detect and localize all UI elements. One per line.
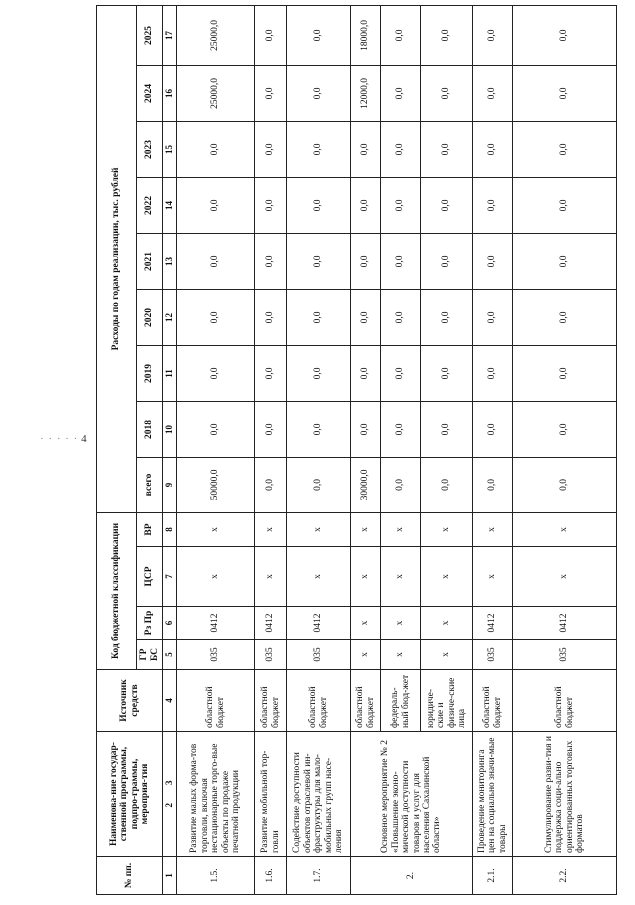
row-value-2019: 0,0 bbox=[421, 345, 473, 401]
row-total: 30000,0 bbox=[351, 457, 381, 512]
col-num: 12 bbox=[163, 289, 177, 345]
row-value-2018: 0,0 bbox=[421, 401, 473, 457]
row-value-2025: 0,0 bbox=[473, 5, 513, 65]
row-value-2024: 0,0 bbox=[255, 65, 287, 121]
row-grbs: 035 bbox=[255, 640, 287, 670]
row-value-2018: 0,0 bbox=[177, 401, 255, 457]
row-value-2022: 0,0 bbox=[351, 177, 381, 233]
header-rzpr: Рз Пр bbox=[137, 607, 163, 640]
col-num: 5 bbox=[163, 640, 177, 670]
header-expenses: Расходы по годам реализации, тыс. рублей bbox=[97, 5, 137, 512]
header-year-2021: 2021 bbox=[137, 233, 163, 289]
col-num: 13 bbox=[163, 233, 177, 289]
expenses-table bbox=[96, 5, 617, 895]
row-total: 0,0 bbox=[513, 457, 617, 512]
row-csr: х bbox=[255, 547, 287, 607]
row-name: Проведение мониторинга цен на социально значи-мые товары bbox=[473, 732, 513, 857]
row-grbs: 035 bbox=[287, 640, 351, 670]
row-source: областной бюджет bbox=[177, 670, 255, 732]
row-value-2018: 0,0 bbox=[381, 401, 421, 457]
row-vr: х bbox=[255, 512, 287, 546]
header-year-2022: 2022 bbox=[137, 177, 163, 233]
row-rzpr: х bbox=[421, 607, 473, 640]
row-rzpr: 0412 bbox=[177, 607, 255, 640]
row-csr: х bbox=[473, 547, 513, 607]
row-csr: х bbox=[513, 547, 617, 607]
row-name: Стимулирование разви-тия и поддержка соци-ально ориентированных торговых форматов bbox=[513, 732, 617, 857]
row-value-2020: 0,0 bbox=[381, 289, 421, 345]
col-num: 8 bbox=[163, 512, 177, 546]
row-csr: х bbox=[351, 547, 381, 607]
page-number-value: 4 bbox=[81, 433, 87, 445]
row-name: Основное мероприятие № 2 «Повышение эконо-мической доступности товаров и услуг для населения Сахалинской области» bbox=[351, 732, 473, 857]
row-source: федераль-ный бюд-жет bbox=[381, 670, 421, 732]
row-value-2024: 0,0 bbox=[473, 65, 513, 121]
row-value-2019: 0,0 bbox=[287, 345, 351, 401]
row-rzpr: х bbox=[351, 607, 381, 640]
row-value-2025: 0,0 bbox=[255, 5, 287, 65]
header-year-2018: 2018 bbox=[137, 401, 163, 457]
row-name: Развитие малых форма-тов торговли, включая нестационарные торго-вые объекты по продаже печатной продукции bbox=[177, 732, 255, 857]
row-value-2022: 0,0 bbox=[177, 177, 255, 233]
row-value-2020: 0,0 bbox=[287, 289, 351, 345]
row-value-2018: 0,0 bbox=[287, 401, 351, 457]
row-value-2022: 0,0 bbox=[255, 177, 287, 233]
row-source: областной бюджет bbox=[513, 670, 617, 732]
col-num: 1 bbox=[163, 857, 177, 895]
table-row bbox=[513, 5, 617, 894]
row-value-2019: 0,0 bbox=[351, 345, 381, 401]
row-total: 0,0 bbox=[381, 457, 421, 512]
row-vr: х bbox=[421, 512, 473, 546]
row-value-2019: 0,0 bbox=[255, 345, 287, 401]
row-value-2024: 0,0 bbox=[421, 65, 473, 121]
row-value-2020: 0,0 bbox=[351, 289, 381, 345]
row-total: 0,0 bbox=[421, 457, 473, 512]
col-num: 14 bbox=[163, 177, 177, 233]
row-csr: х bbox=[381, 547, 421, 607]
row-value-2023: 0,0 bbox=[177, 121, 255, 177]
row-source: областной бюджет bbox=[287, 670, 351, 732]
header-name: Наименова-ние государ-ственной программы, подпро-граммы, мероприя-тия bbox=[97, 732, 163, 857]
row-source: областной бюджет bbox=[351, 670, 381, 732]
col-num: 16 bbox=[163, 65, 177, 121]
row-grbs: х bbox=[381, 640, 421, 670]
col-num: 11 bbox=[163, 345, 177, 401]
row-value-2024: 12000,0 bbox=[351, 65, 381, 121]
row-value-2022: 0,0 bbox=[513, 177, 617, 233]
col-num: 4 bbox=[163, 670, 177, 732]
col-num: 9 bbox=[163, 457, 177, 512]
table-row bbox=[177, 5, 255, 894]
row-total: 0,0 bbox=[255, 457, 287, 512]
row-value-2021: 0,0 bbox=[351, 233, 381, 289]
table-row bbox=[287, 5, 351, 894]
row-total: 50000,0 bbox=[177, 457, 255, 512]
row-value-2022: 0,0 bbox=[381, 177, 421, 233]
header-year-2020: 2020 bbox=[137, 289, 163, 345]
row-source: областной бюджет bbox=[255, 670, 287, 732]
row-value-2021: 0,0 bbox=[255, 233, 287, 289]
row-value-2020: 0,0 bbox=[255, 289, 287, 345]
header-year-2024: 2024 bbox=[137, 65, 163, 121]
row-value-2023: 0,0 bbox=[473, 121, 513, 177]
row-vr: х bbox=[381, 512, 421, 546]
row-rzpr: х bbox=[381, 607, 421, 640]
row-vr: х bbox=[513, 512, 617, 546]
header-total: всего bbox=[137, 457, 163, 512]
table-row bbox=[473, 5, 513, 894]
row-value-2020: 0,0 bbox=[177, 289, 255, 345]
row-grbs: 035 bbox=[513, 640, 617, 670]
row-value-2023: 0,0 bbox=[381, 121, 421, 177]
row-vr: х bbox=[177, 512, 255, 546]
row-value-2023: 0,0 bbox=[287, 121, 351, 177]
table-row bbox=[351, 5, 381, 894]
row-number: 1.6. bbox=[255, 857, 287, 895]
row-rzpr: 0412 bbox=[255, 607, 287, 640]
row-vr: х bbox=[287, 512, 351, 546]
row-total: 0,0 bbox=[287, 457, 351, 512]
header-grbs: ГР БС bbox=[137, 640, 163, 670]
row-value-2019: 0,0 bbox=[177, 345, 255, 401]
row-value-2018: 0,0 bbox=[255, 401, 287, 457]
header-budget-code: Код бюджетной классификации bbox=[97, 512, 137, 669]
row-number: 2. bbox=[351, 857, 473, 895]
row-value-2019: 0,0 bbox=[473, 345, 513, 401]
row-value-2022: 0,0 bbox=[421, 177, 473, 233]
row-value-2021: 0,0 bbox=[177, 233, 255, 289]
row-source: юридиче-ские и физиче-ские лица bbox=[421, 670, 473, 732]
row-rzpr: 0412 bbox=[513, 607, 617, 640]
rotated-table-container bbox=[96, 10, 616, 895]
header-year-2025: 2025 bbox=[137, 5, 163, 65]
col-num bbox=[163, 732, 177, 857]
row-rzpr: 0412 bbox=[473, 607, 513, 640]
row-value-2021: 0,0 bbox=[421, 233, 473, 289]
row-value-2021: 0,0 bbox=[473, 233, 513, 289]
row-value-2024: 25000,0 bbox=[177, 65, 255, 121]
row-name: Содействие доступности объектов отраслевой ин-фраструктуры для мало-мобильных групп насе-ления bbox=[287, 732, 351, 857]
row-total: 0,0 bbox=[473, 457, 513, 512]
row-vr: х bbox=[351, 512, 381, 546]
col-num: 17 bbox=[163, 5, 177, 65]
col-num: 10 bbox=[163, 401, 177, 457]
table-row bbox=[255, 5, 287, 894]
col-num: 6 bbox=[163, 607, 177, 640]
row-grbs: х bbox=[351, 640, 381, 670]
col-num-value: 2 bbox=[163, 803, 174, 808]
header-year-2019: 2019 bbox=[137, 345, 163, 401]
row-csr: х bbox=[177, 547, 255, 607]
row-value-2025: 0,0 bbox=[421, 5, 473, 65]
row-value-2018: 0,0 bbox=[513, 401, 617, 457]
row-value-2020: 0,0 bbox=[513, 289, 617, 345]
row-value-2025: 0,0 bbox=[381, 5, 421, 65]
row-csr: х bbox=[287, 547, 351, 607]
row-number: 2.2. bbox=[513, 857, 617, 895]
row-value-2020: 0,0 bbox=[473, 289, 513, 345]
row-vr: х bbox=[473, 512, 513, 546]
row-value-2023: 0,0 bbox=[255, 121, 287, 177]
row-value-2018: 0,0 bbox=[473, 401, 513, 457]
row-value-2025: 25000,0 bbox=[177, 5, 255, 65]
row-csr: х bbox=[421, 547, 473, 607]
row-value-2023: 0,0 bbox=[421, 121, 473, 177]
row-value-2025: 18000,0 bbox=[351, 5, 381, 65]
row-rzpr: 0412 bbox=[287, 607, 351, 640]
row-value-2022: 0,0 bbox=[287, 177, 351, 233]
col-num: 7 bbox=[163, 547, 177, 607]
row-value-2021: 0,0 bbox=[287, 233, 351, 289]
col-num-value: 3 bbox=[163, 780, 174, 785]
row-source: областной бюджет bbox=[473, 670, 513, 732]
row-value-2024: 0,0 bbox=[513, 65, 617, 121]
row-value-2021: 0,0 bbox=[381, 233, 421, 289]
header-no: № пп. bbox=[97, 857, 163, 895]
row-value-2021: 0,0 bbox=[513, 233, 617, 289]
row-value-2022: 0,0 bbox=[473, 177, 513, 233]
row-grbs: х bbox=[421, 640, 473, 670]
row-name: Развитие мобильной тор-говли bbox=[255, 732, 287, 857]
col-num: 15 bbox=[163, 121, 177, 177]
row-value-2025: 0,0 bbox=[287, 5, 351, 65]
row-value-2018: 0,0 bbox=[351, 401, 381, 457]
row-value-2020: 0,0 bbox=[421, 289, 473, 345]
header-source: Источник средств bbox=[97, 670, 163, 732]
row-grbs: 035 bbox=[177, 640, 255, 670]
row-value-2023: 0,0 bbox=[351, 121, 381, 177]
header-year-2023: 2023 bbox=[137, 121, 163, 177]
header-vr: ВР bbox=[137, 512, 163, 546]
header-csr: ЦСР bbox=[137, 547, 163, 607]
row-value-2019: 0,0 bbox=[513, 345, 617, 401]
page-number-dots: · · · · · bbox=[40, 433, 79, 445]
row-value-2023: 0,0 bbox=[513, 121, 617, 177]
row-number: 1.7. bbox=[287, 857, 351, 895]
row-number: 1.5. bbox=[177, 857, 255, 895]
row-number: 2.1. bbox=[473, 857, 513, 895]
row-value-2024: 0,0 bbox=[381, 65, 421, 121]
row-grbs: 035 bbox=[473, 640, 513, 670]
row-value-2019: 0,0 bbox=[381, 345, 421, 401]
column-numbers-row bbox=[163, 5, 177, 894]
row-value-2025: 0,0 bbox=[513, 5, 617, 65]
row-value-2024: 0,0 bbox=[287, 65, 351, 121]
